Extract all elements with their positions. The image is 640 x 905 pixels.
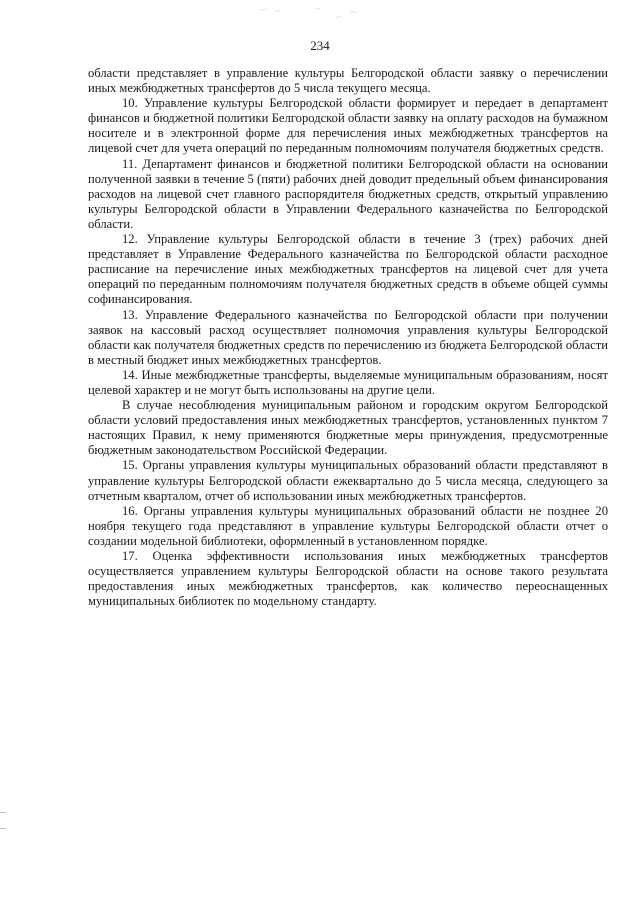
- page-number: 234: [310, 38, 330, 53]
- paragraph-14: 14. Иные межбюджетные трансферты, выделяемые муниципальным образованиям, носят целевой характер и не могут быть использованы на другие цели.: [88, 367, 608, 397]
- paragraph-11: 11. Департамент финансов и бюджетной политики Белгородской области на основании полученной заявки в течение 5 (пяти) рабочих дней доводит предельный объем финансирования расходов на лицевой счет главного распорядителя бюджетных средств, открытый управлению культуры Белгородской области в Управлении Федерального казначейства по Белгородской области.: [88, 156, 608, 231]
- document-body: [88, 66, 608, 609]
- margin-mark: [0, 828, 6, 829]
- paragraph-14-continuation: В случае несоблюдения муниципальным районом и городским округом Белгородской области условий предоставления иных межбюджетных трансфертов, установленных пунктом 7 настоящих Правил, к нему применяются бюджетные меры принуждения, предусмотренные бюджетным законодательством Российской Федерации.: [88, 398, 608, 458]
- paragraph-12: 12. Управление культуры Белгородской области в течение 3 (трех) рабочих дней представляет в Управление Федерального казначейства по Белгородской области расходное расписание на перечисление иных межбюджетных трансфертов на лицевой счет для учета операций по переданным полномочиям получателя бюджетных средств в объеме общей суммы софинансирования.: [88, 232, 608, 307]
- paragraph-15: 15. Органы управления культуры муниципальных образований области представляют в управление культуры Белгородской области ежеквартально до 5 числа месяца, следующего за отчетным кварталом, отчет об использовании иных межбюджетных трансфертов.: [88, 458, 608, 503]
- paragraph-13: 13. Управление Федерального казначейства по Белгородской области при получении заявок на кассовый расход осуществляет полномочия управления культуры Белгородской области как получателя бюджетных средств по перечислению из бюджета Белгородской области в местный бюджет иных межбюджетных трансфертов.: [88, 307, 608, 367]
- paragraph-16: 16. Органы управления культуры муниципальных образований области не позднее 20 ноября текущего года представляют в управление культуры Белгородской области отчет о создании модельной библиотеки, оформленный в установленном порядке.: [88, 503, 608, 548]
- paragraph-17: 17. Оценка эффективности использования иных межбюджетных трансфертов осуществляется управлением культуры Белгородской области на основе такого результата предоставления иных межбюджетных трансфертов, как количество переоснащенных муниципальных библиотек по модельному стандарту.: [88, 549, 608, 609]
- paragraph-continuation: области представляет в управление культуры Белгородской области заявку о перечислении иных межбюджетных трансфертов до 5 числа текущего месяца.: [88, 66, 608, 96]
- paragraph-10: 10. Управление культуры Белгородской области формирует и передает в департамент финансов и бюджетной политики Белгородской области заявку на оплату расходов на бумажном носителе и в электронной форме для перечисления иных межбюджетных трансфертов на лицевой счет для учета операций по переданным полномочиям получателя бюджетных средств.: [88, 96, 608, 156]
- margin-mark: [0, 812, 6, 813]
- scan-noise-mark: [255, 4, 375, 26]
